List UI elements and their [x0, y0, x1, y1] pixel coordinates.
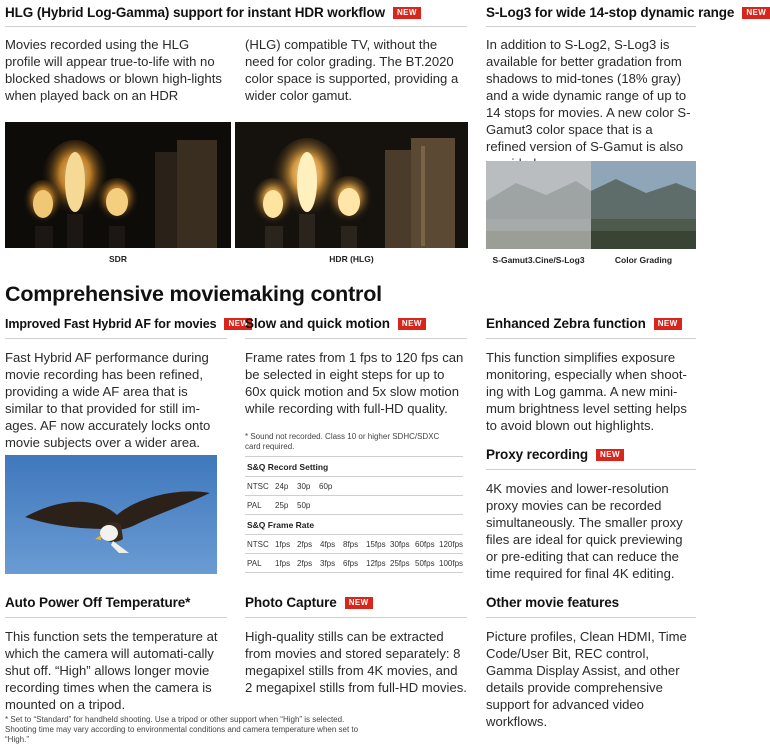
cell: 3fps — [320, 559, 336, 568]
table-row — [245, 535, 463, 554]
cell: 100fps — [439, 559, 464, 568]
slog3-divider — [486, 26, 696, 27]
cell: 24p — [275, 482, 289, 491]
sq-frame-title: S&Q Frame Rate — [247, 520, 315, 530]
photo-capture-text: High-quality stills can be extracted from movies and stored separately: 8 megapixel stills from 4K movies, and 2 megapixel stills from full-HD movies. — [245, 629, 467, 695]
cell: 50p — [297, 501, 311, 510]
slog3-heading: S-Log3 for wide 14-stop dynamic range NEW — [486, 5, 770, 20]
cell: 25fps — [390, 559, 410, 568]
hlg-text-col2: (HLG) compatible TV, without the need for color grading. The BT.2020 color space is supported, providing a wider color gamut. — [245, 37, 459, 103]
other-text: Picture profiles, Clean HDMI, Time Code/User Bit, REC control, Gamma Display Assist, and other details provide comprehensive support for advanced video workflows. — [486, 629, 687, 729]
apo-heading: Auto Power Off Temperature* — [5, 595, 191, 610]
hdr-caption: HDR (HLG) — [329, 254, 374, 264]
table-row — [245, 477, 463, 496]
table-row — [245, 496, 463, 515]
slog3-right-caption: Color Grading — [614, 255, 673, 265]
cell: 12fps — [366, 559, 386, 568]
cell: 1fps — [275, 559, 291, 568]
section-title: Comprehensive moviemaking control — [5, 282, 382, 306]
cell: 4fps — [320, 540, 336, 549]
slog3-left-caption: S-Gamut3.Cine/S-Log3 — [492, 255, 585, 265]
row-label: NTSC — [247, 482, 269, 491]
sdr-bulbs-photo — [5, 122, 231, 248]
slog3-landscape-photo — [486, 161, 696, 249]
zebra-text: This function simplifies exposure monitoring, especially when shoot-ing with Log gamma. A new mini-mum brightness level setting helps to avoid blown out highlights. — [486, 350, 687, 433]
table-row — [245, 554, 463, 573]
apo-text: This function sets the temperature at which the camera will automati-cally shut off. “High” allows longer movie recording times when the camera is mounted on a tripod. — [5, 629, 218, 712]
proxy-text: 4K movies and lower-resolution proxy movies can be recorded simultaneously. The smaller proxy files are ideal for quick previewing or pre-editing that can reduce the time required for final 4K editing. — [486, 481, 683, 581]
cell: 15fps — [366, 540, 386, 549]
new-badge: NEW — [345, 597, 373, 609]
cell: 60p — [319, 482, 333, 491]
new-badge: NEW — [654, 318, 682, 330]
cell: 30fps — [390, 540, 410, 549]
slow-text: Frame rates from 1 fps to 120 fps can be selected in eight steps for up to 60x quick motion and 5x slow motion while recording with full-HD quality. — [245, 350, 464, 416]
slow-heading: Slow and quick motion NEW — [245, 316, 426, 331]
slow-divider — [245, 338, 467, 339]
new-badge: NEW — [224, 318, 252, 330]
other-heading: Other movie features — [486, 595, 620, 610]
row-label: PAL — [247, 501, 262, 510]
zebra-divider — [486, 338, 696, 339]
cell: 2fps — [297, 540, 313, 549]
new-badge: NEW — [398, 318, 426, 330]
cell: 50fps — [415, 559, 435, 568]
slog3-text: In addition to S-Log2, S-Log3 is available for better gradation from shadows to mid-tones (18% gray) and a wide dynamic range of up to 14 stops for movies. A new color S-Gamut3 color space that is a refined version of S-Gamut is also — [486, 37, 691, 154]
table-rule — [245, 456, 463, 457]
row-label: NTSC — [247, 540, 269, 549]
photo-divider — [245, 617, 467, 618]
af-heading: Improved Fast Hybrid AF for movies NEW — [5, 316, 252, 331]
apo-divider — [5, 617, 227, 618]
eagle-photo — [5, 455, 217, 574]
cell: 30p — [297, 482, 311, 491]
hlg-divider — [5, 26, 467, 27]
slow-note: * Sound not recorded. Class 10 or higher SDHC/SDXC card required. — [245, 432, 440, 451]
sq-record-title: S&Q Record Setting — [247, 462, 329, 472]
sq-table — [245, 456, 463, 576]
hdr-bulbs-photo — [235, 122, 468, 248]
cell: 1fps — [275, 540, 291, 549]
hlg-text-col1: Movies recorded using the HLG profile will appear true-to-life with no blocked shadows or blown high-lights when played back on an HDR — [5, 37, 222, 103]
apo-note: * Set to “Standard” for handheld shooting. Use a tripod or other support when “High” is selected. Shooting time may vary according to environmental conditions and camera temperature when set to “High.” — [5, 715, 359, 744]
cell: 8fps — [343, 540, 359, 549]
af-text: Fast Hybrid AF performance during movie recording has been refined, providing a wide AF area that is similar to that provided for still im-ages. AF now accurately locks onto movie subjects over a wider area. — [5, 350, 211, 450]
row-label: PAL — [247, 559, 262, 568]
photo-capture-heading: Photo Capture NEW — [245, 595, 373, 610]
cell: 25p — [275, 501, 289, 510]
new-badge: NEW — [742, 7, 770, 19]
zebra-heading: Enhanced Zebra function NEW — [486, 316, 682, 331]
proxy-heading: Proxy recording NEW — [486, 447, 624, 462]
proxy-divider — [486, 469, 696, 470]
cell: 120fps — [439, 540, 464, 549]
new-badge: NEW — [393, 7, 421, 19]
sdr-caption: SDR — [109, 254, 127, 264]
af-divider — [5, 338, 227, 339]
cell: 2fps — [297, 559, 313, 568]
other-divider — [486, 617, 696, 618]
new-badge: NEW — [596, 449, 624, 461]
cell: 6fps — [343, 559, 359, 568]
cell: 60fps — [415, 540, 435, 549]
hlg-heading: HLG (Hybrid Log-Gamma) support for instant HDR workflow NEW — [5, 5, 421, 20]
